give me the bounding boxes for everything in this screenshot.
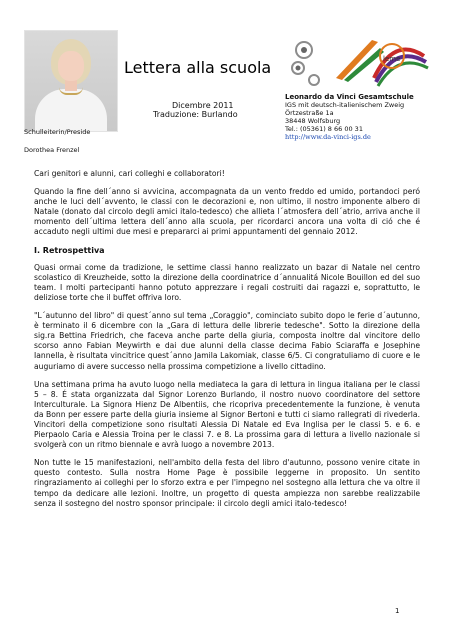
greeting: Cari genitori e alunni, cari colleghi e collaboratori! [34,169,225,178]
school-website-link[interactable]: http://www.da-vinci-igs.de [285,133,371,141]
paragraph-1: Quando la fine dell´anno si avvicina, accompagnata da un vento freddo ed umido, portandoci peró anche le luci dell´avvento, le classi con le decorazioni e, non ultimo, il nostro imponente albero di Natale (donato dal circolo degli amici italo-tedesco) che allieta l´atmosfera dell´atrio, arriva anche il momento dell´ultima lettera dell´anno alla scuola, per ricordarci ancora una volta di ció che é accaduto negli ultimi due mesi e prepararci ai primi appuntamenti del gennaio 2012. [34,187,420,237]
school-street: Örtzestraße 1a [285,109,334,117]
paragraph-2: Quasi ormai come da tradizione, le settime classi hanno realizzato un bazar di Natale nel centro scolastico di Kreuzheide, sotto la direzione della coordinatrice d´annualitá Nicole Bouillon ed del suo team. I molti partecipanti hanno potuto apprezzare i regali costruiti dai ragazzi e, soprattutto, le deliziose torte che il buffet offriva loro. [34,262,420,302]
person-name: Dorothea Frenzel [24,146,80,154]
role-label: Schulleiterin/Preside [24,128,91,136]
school-logo [284,28,434,88]
letter-date: Dicembre 2011 [172,101,234,110]
headteacher-photo [24,30,118,132]
letter-body [34,169,420,517]
translation-credit: Traduzione: Burlando [153,110,238,119]
school-phone: Tel.: (05361) 8 66 00 31 [285,125,363,133]
school-logo-text: leme [383,55,401,63]
page-number: 1 [395,607,400,615]
paragraph-5: Non tutte le 15 manifestazioni, nell'ambito della festa del libro d'autunno, possono venire citate in questo contesto. Sulla nostra Home Page è possibile leggerne in proposito. Un sentito ringraziamento ai colleghi per lo sforzo extra e per l'impegno nel sostegno alla lettura che va oltre il tempo da dedicare alle lezioni. Inoltre, un progetto di questa ampiezza non sarebbe realizzabile senza il sostegno del nostro sponsor principale: il circolo degli amici italo-tedesco! [34,458,420,508]
school-name: Leonardo da Vinci Gesamtschule [285,93,414,101]
school-branch: IGS mit deutsch-italienischem Zweig [285,101,405,109]
paragraph-4: Una settimana prima ha avuto luogo nella mediateca la gara di lettura in lingua italiana per le classi 5 – 8. É stata organizzata dal Signor Lorenzo Burlando, il nostro nuovo coordinatore del settore Interculturale. La Signora Hienz De Albentiis, che ricopriva precedentemente la funzione, è venuta da Bonn per essere parte della giuria insieme al Signor Bertoni e tutti ci siamo rallegrati di rivederla. Vincitori della competizione sono risultati Alessia Di Natale ed Eva Inglisa per le classi 5. e 6. e Pierpaolo Caria e Alessia Troina per le classi 7. e 8. La prossima gara di lettura a livello nazionale si svolgerà con un ritmo biennale e avrà luogo a novembre 2013. [34,379,420,450]
letter-title: Lettera alla scuola [124,58,272,77]
paragraph-3: "L´autunno del libro" di quest´anno sul tema „Coraggio", cominciato subito dopo le ferie d´autunno, è terminato il 6 dicembre con la „Gara di lettura delle librerie tedesche". Sotto la direzione della sig.ra Bettina Friedrich, che faceva anche parte della giuria, composta inoltre dal vincitore dello scorso anno Fabian Meywirth e dai due alunni della classe decima Fabio Sciaraffa e Josephine Iannella, è risultata vincitrice quest´anno Jamila Lakomiak, classe 6/5. Ci congratuliamo di cuore e le auguriamo di avere successo nella prossima competizione a livello cittadino. [34,311,420,371]
school-address-block [285,93,435,141]
section-heading: I. Retrospettiva [34,245,105,255]
school-city: 38448 Wolfsburg [285,117,341,125]
